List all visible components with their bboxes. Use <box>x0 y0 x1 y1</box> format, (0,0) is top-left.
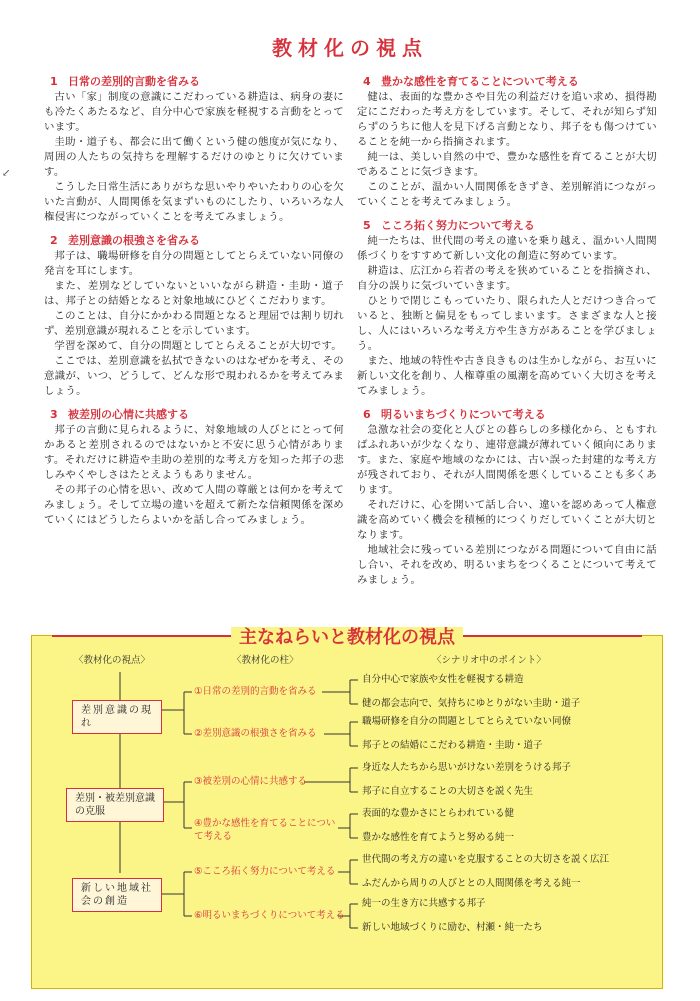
point-text: 豊かな感性を育てようと努める純一 <box>362 832 515 843</box>
point-text: 新しい地域づくりに励む、村瀬・純一たち <box>362 922 543 933</box>
section-6 <box>357 407 657 588</box>
right-column <box>357 74 657 596</box>
section-heading: 2 差別意識の根強さを省みる <box>50 234 200 247</box>
paragraph: こうした日常生活にありがちな思いやりやいたわりの心を欠いた言動が、人間関係を気まずいものにしたり、いろいろな人権侵害につながっていくことを考えてみましょう。 <box>44 181 344 223</box>
paragraph: 地域社会に残っている差別につながる問題について自由に話し合い、それを改め、明るいまちをつくることについて考えてみましょう。 <box>357 544 657 586</box>
point-text: 職場研修を自分の問題としてとらえていない同僚 <box>362 716 572 727</box>
margin-mark: ↙ <box>2 168 11 179</box>
paragraph: また、地域の特性や古き良きものは生かしながら、お互いに新しい文化を創り、人権尊重の風潮を高めていく大切さを考えてみましょう。 <box>357 355 657 397</box>
point-text: 表面的な豊かさにとらわれている健 <box>362 808 515 819</box>
point-text: 世代間の考え方の違いを克服することの大切さを説く広江 <box>362 854 610 865</box>
point-text: 健の都会志向で、気持ちにゆとりがない圭助・道子 <box>362 698 581 709</box>
section-5 <box>357 218 657 399</box>
pillar-label: ⑥明るいまちづくりについて考える <box>194 910 345 921</box>
page-title: 教材化の視点 <box>272 36 428 60</box>
paragraph: 邦子は、職場研修を自分の問題としてとらえていない同僚の発言を耳にします。 <box>44 250 344 277</box>
pillar-label: ③被差別の心情に共感する <box>194 776 308 787</box>
paragraph: このことは、自分にかかわる問題となると理屈では割り切れず、差別意識が現れることを示しています。 <box>44 310 344 337</box>
paragraph: 急激な社会の変化と人びとの暮らしの多様化から、ともすればふれあいが少なくなり、連帯意識が薄れていく傾向にあります。また、家庭や地域のなかには、古い誤った封建的な考え方が残されており、それが人間関係を悪くしていることも多くあります。 <box>357 424 657 496</box>
point-text: 身近な人たちから思いがけない差別をうける邦子 <box>362 762 572 773</box>
section-4 <box>357 74 657 210</box>
group-box: 新しい地域社会の創造 <box>72 878 162 912</box>
paragraph: その邦子の心情を思い、改めて人間の尊厳とは何かを考えてみましょう。そして立場の違いを超えて新たな信頼関係を深めていくにはどうしたらよいかを話し合ってみましょう。 <box>44 484 344 526</box>
paragraph: 健は、表面的な豊かさや目先の利益だけを追い求め、損得勘定にこだわった考え方をしています。そして、それが知らず知らずのうちに他人を見下げる言動となり、邦子をも傷つけていることを純一から指摘されます。 <box>357 91 657 148</box>
paragraph: それだけに、心を開いて話し合い、違いを認めあって人権意識を高めていく機会を積極的につくりだしていくことが大切となります。 <box>357 499 657 541</box>
paragraph: 古い「家」制度の意識にこだわっている耕造は、病身の妻にも冷たくあたるなど、自分中心で家族を軽視する言動をとっています。 <box>44 91 344 133</box>
col3-header: 〈シナリオ中のポイント〉 <box>432 655 546 666</box>
paragraph: 圭助・道子も、都会に出て働くという健の態度が気になり、周囲の人たちの気持ちを理解するだけのゆとりに欠けています。 <box>44 136 344 178</box>
point-text: 純一の生き方に共感する邦子 <box>362 898 486 909</box>
section-3 <box>44 407 344 528</box>
col1-header: 〈教材化の視点〉 <box>74 655 151 666</box>
paragraph: 純一は、美しい自然の中で、豊かな感性を育てることが大切であることに気づきます。 <box>357 151 657 178</box>
section-2 <box>44 233 344 399</box>
paragraph: 邦子の言動に見られるように、対象地域の人びとにとって何かあると差別されるのではないかと不安に思う心情があります。それだけに耕造や圭助の差別的な考え方を知った邦子の悲しみやくやしさはたとえようもありません。 <box>44 424 344 481</box>
paragraph: 学習を深めて、自分の問題としてとらえることが大切です。 <box>54 340 342 352</box>
point-text: 自分中心で家族や女性を軽視する耕造 <box>362 674 524 685</box>
paragraph: ひとりで閉じこもっていたり、限られた人とだけつき合っていると、独断と偏見をもってしまいます。さまざまな人と接し、人にはいろいろな考え方や生き方があることを学びましょう。 <box>357 295 657 352</box>
pillar-label: ⑤こころ拓く努力について考える <box>194 866 336 877</box>
section-heading: 1 日常の差別的言動を省みる <box>50 75 200 88</box>
section-heading: 6 明るいまちづくりについて考える <box>363 408 546 421</box>
paragraph: 純一たちは、世代間の考えの違いを乗り越え、温かい人間関係づくりをすすめて新しい文化の創造に努めています。 <box>357 235 657 262</box>
panel-title: 主なねらいと教材化の視点 <box>32 623 662 649</box>
pillar-label: ④豊かな感性を育てることについて考える <box>194 818 336 842</box>
group-box: 差別・被差別意識の克服 <box>66 788 164 822</box>
point-text: 邦子との結婚にこだわる耕造・圭助・道子 <box>362 740 543 751</box>
left-column <box>44 74 344 536</box>
point-text: 邦子に自立することの大切さを説く先生 <box>362 786 534 797</box>
summary-panel <box>31 627 663 989</box>
paragraph: このことが、温かい人間関係をきずき、差別解消につながっていくことを考えてみましょう。 <box>357 181 657 208</box>
paragraph: ここでは、差別意識を払拭できないのはなぜかを考え、その意識が、いつ、どうして、どんな形で現われるかを考えてみましょう。 <box>44 355 344 397</box>
section-heading: 5 こころ拓く努力について考える <box>363 219 535 232</box>
group-box: 差別意識の現れ <box>72 700 162 734</box>
section-1 <box>44 74 344 225</box>
section-heading: 4 豊かな感性を育てることについて考える <box>363 75 579 88</box>
paragraph: 耕造は、広江から若者の考えを狭めていることを指摘され、自分の誤りに気づいていきます。 <box>357 265 657 292</box>
pillar-label: ①日常の差別的言動を省みる <box>194 686 317 697</box>
paragraph: また、差別などしていないといいながら耕造・圭助・道子は、邦子との結婚となると対象地域にひどくこだわります。 <box>44 280 344 307</box>
col2-header: 〈教材化の柱〉 <box>232 655 299 666</box>
point-text: ふだんから周りの人びととの人間関係を考える純一 <box>362 878 581 889</box>
pillar-label: ②差別意識の根強さを省みる <box>194 728 317 739</box>
section-heading: 3 被差別の心情に共感する <box>50 408 189 421</box>
